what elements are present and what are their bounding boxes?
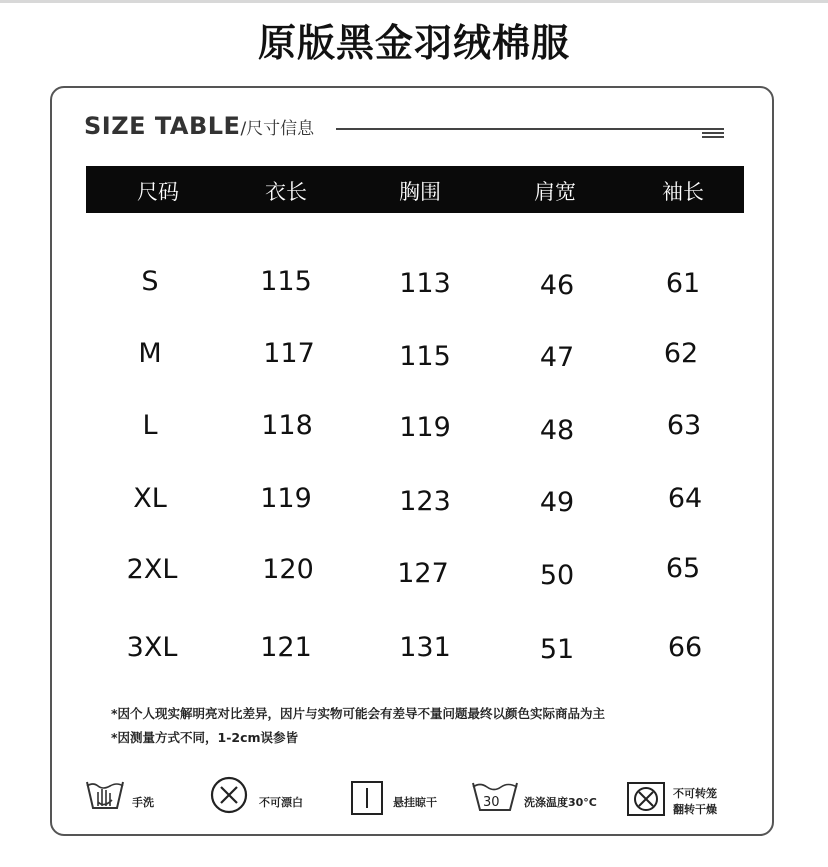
cell-size: L [142, 410, 158, 441]
cell-length: 117 [263, 338, 315, 369]
cell-length: 118 [261, 410, 313, 441]
top-divider [0, 0, 828, 3]
cell-length: 115 [260, 266, 312, 297]
note-color: *因个人现实解明亮对比差异，因片与实物可能会有差导不量问题最终以颜色实际商品为主 [111, 706, 606, 721]
care-label-no-tumble-line1: 不可转笼 [673, 787, 717, 800]
care-label-hand-wash: 手洗 [132, 796, 154, 809]
cell-size: S [141, 266, 159, 297]
cell-length: 120 [262, 554, 314, 585]
cell-length: 119 [260, 483, 312, 514]
cell-sleeve: 63 [666, 410, 702, 441]
cell-sleeve: 64 [667, 483, 703, 514]
cell-chest: 131 [399, 632, 451, 663]
size-table-separator: / [240, 119, 247, 139]
notes [111, 702, 605, 750]
cell-chest: 115 [399, 341, 451, 372]
cell-shoulder: 46 [539, 270, 575, 301]
cell-shoulder: 47 [539, 342, 575, 373]
wash-temp-value: 30 [483, 795, 500, 810]
column-header-length: 衣长 [265, 180, 307, 204]
cell-shoulder: 48 [539, 415, 575, 446]
cell-size: 2XL [126, 554, 178, 585]
hand-wash-icon [84, 778, 126, 812]
size-table-title-en: SIZE TABLE [84, 112, 241, 140]
cell-size: M [138, 338, 162, 369]
column-header-shoulder: 肩宽 [534, 180, 576, 204]
cell-sleeve: 65 [665, 553, 701, 584]
cell-sleeve: 66 [667, 632, 703, 663]
cell-size: XL [133, 483, 167, 514]
cell-shoulder: 51 [539, 634, 575, 665]
column-header-size: 尺码 [137, 180, 179, 204]
cell-shoulder: 50 [539, 560, 575, 591]
care-label-no-tumble-line2: 翻转干燥 [673, 803, 717, 816]
cell-chest: 113 [399, 268, 451, 299]
heading-rule [336, 128, 724, 130]
column-header-sleeve: 袖长 [662, 180, 704, 204]
cell-size: 3XL [126, 632, 178, 663]
size-table-heading [84, 112, 314, 140]
page-title: 原版黑金羽绒棉服 [257, 21, 570, 65]
cell-sleeve: 62 [663, 338, 699, 369]
cell-sleeve: 61 [665, 268, 701, 299]
size-table-title-cn: 尺寸信息 [246, 119, 315, 139]
size-table-card [50, 86, 774, 836]
table-header [86, 166, 744, 213]
cell-shoulder: 49 [539, 487, 575, 518]
care-label-no-bleach: 不可漂白 [259, 796, 303, 809]
no-tumble-dry-icon [626, 781, 666, 817]
cell-chest: 119 [399, 412, 451, 443]
cell-chest: 127 [397, 558, 449, 589]
cell-length: 121 [260, 632, 312, 663]
care-label-hang-dry: 悬挂晾干 [393, 796, 437, 809]
cell-chest: 123 [399, 486, 451, 517]
menu-lines-icon [702, 128, 724, 138]
care-label-wash-temp: 洗涤温度30°C [524, 796, 597, 809]
column-header-chest: 胸围 [399, 180, 441, 204]
note-measurement: *因测量方式不同，1-2cm误参皆 [111, 730, 299, 745]
hang-dry-icon [350, 780, 384, 816]
no-bleach-icon [210, 776, 248, 814]
